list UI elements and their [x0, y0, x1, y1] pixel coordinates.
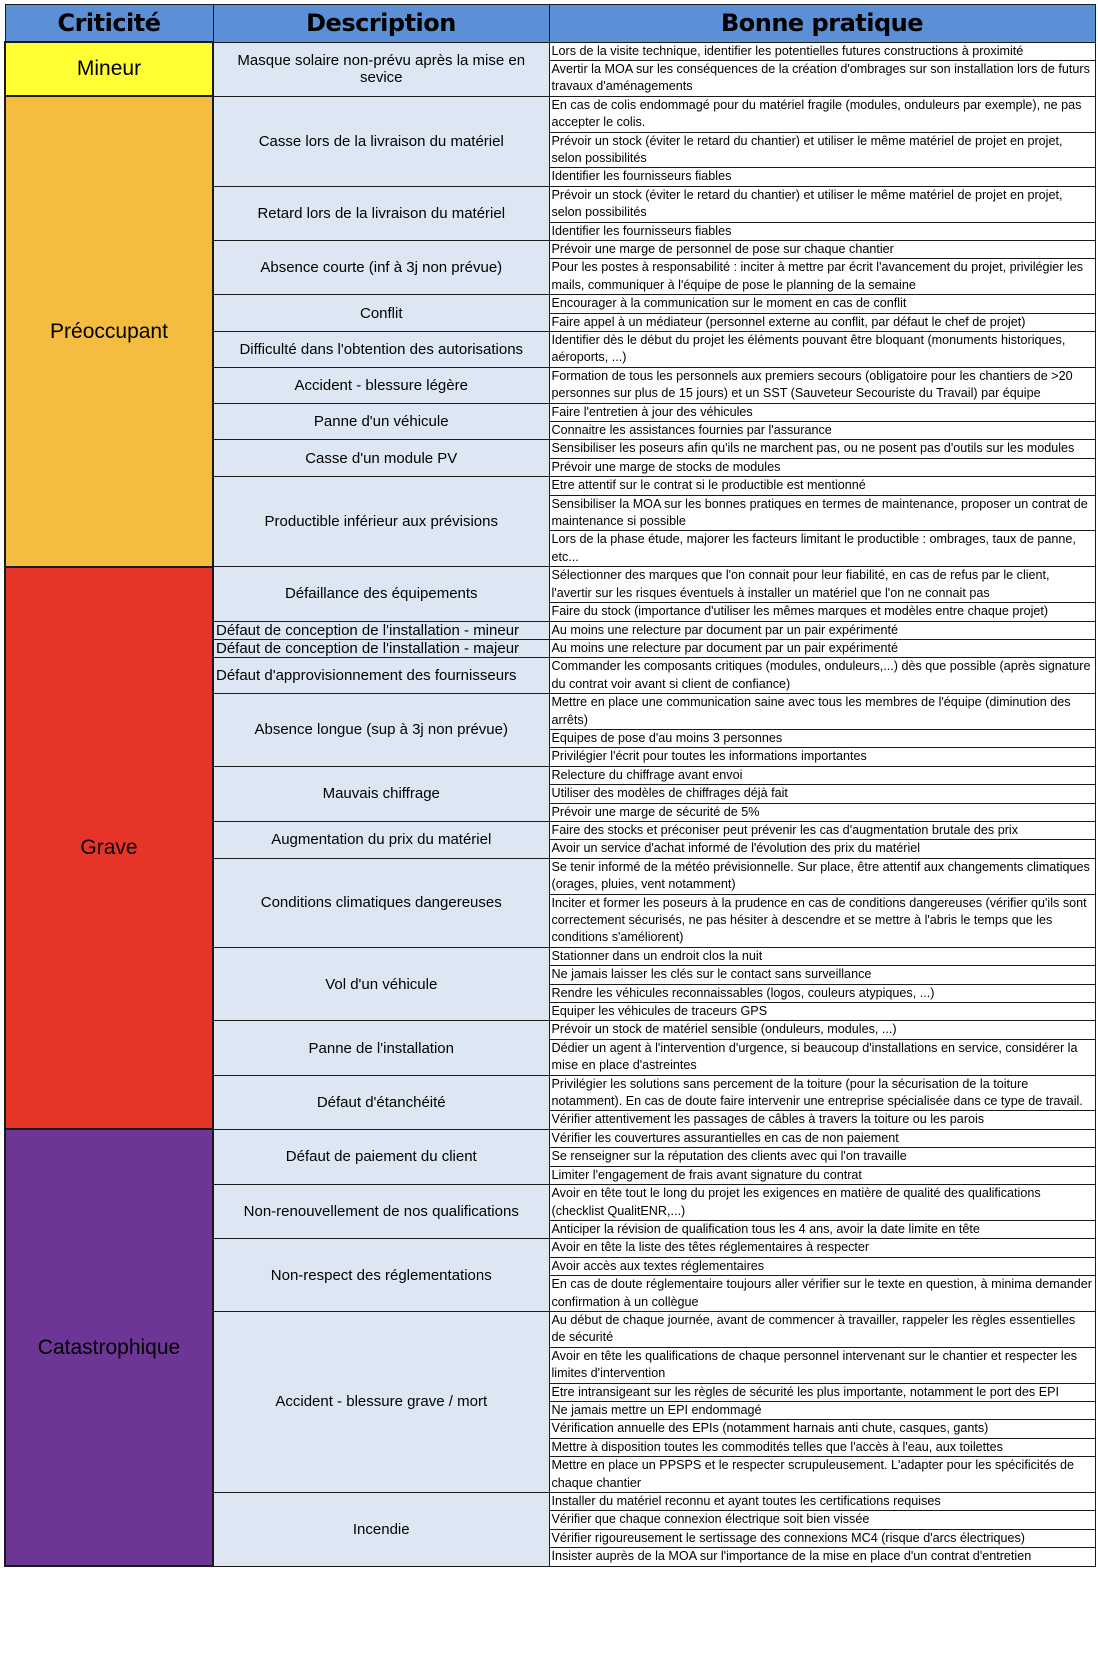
description-cell: Mauvais chiffrage	[213, 766, 549, 821]
practice-cell: Connaitre les assistances fournies par l'assurance	[549, 422, 1095, 440]
table-body	[5, 42, 1095, 1566]
description-cell: Difficulté dans l'obtention des autorisations	[213, 332, 549, 368]
practice-cell: Etre intransigeant sur les règles de sécurité les plus importante, notamment le port des EPI	[549, 1383, 1095, 1401]
description-cell: Panne d'un véhicule	[213, 403, 549, 440]
practice-cell: Sensibiliser la MOA sur les bonnes pratiques en termes de maintenance, proposer un contrat de maintenance si possible	[549, 495, 1095, 531]
practice-cell: Prévoir un stock (éviter le retard du chantier) et utiliser le même matériel de projet en projet, selon possibilités	[549, 132, 1095, 168]
description-cell: Incendie	[213, 1493, 549, 1567]
practice-cell: Prévoir un stock de matériel sensible (onduleurs, modules, ...)	[549, 1021, 1095, 1039]
practice-cell: Prévoir une marge de stocks de modules	[549, 458, 1095, 476]
practice-cell: Avoir accès aux textes réglementaires	[549, 1257, 1095, 1275]
table-row	[5, 96, 1095, 132]
description-cell: Défaut d'approvisionnement des fournisseurs	[213, 658, 549, 694]
practice-cell: En cas de doute réglementaire toujours aller vérifier sur le texte en question, à minima demander confirmation à un collègue	[549, 1276, 1095, 1312]
description-cell: Vol d'un véhicule	[213, 947, 549, 1021]
description-cell: Absence longue (sup à 3j non prévue)	[213, 694, 549, 767]
description-cell: Conditions climatiques dangereuses	[213, 858, 549, 947]
practice-cell: Insister auprès de la MOA sur l'importance de la mise en place d'un contrat d'entretien	[549, 1548, 1095, 1566]
practice-cell: Avoir en tête la liste des têtes réglementaires à respecter	[549, 1239, 1095, 1257]
risk-table-container	[4, 4, 1094, 1567]
criticality-cell-preoccupant: Préoccupant	[5, 96, 213, 567]
practice-cell: Stationner dans un endroit clos la nuit	[549, 947, 1095, 965]
description-cell: Non-renouvellement de nos qualifications	[213, 1185, 549, 1239]
practice-cell: Prévoir un stock (éviter le retard du chantier) et utiliser le même matériel de projet en projet, selon possibilités	[549, 186, 1095, 222]
table-row	[5, 42, 1095, 60]
header-bonne-pratique: Bonne pratique	[549, 5, 1095, 43]
practice-cell: Faire du stock (importance d'utiliser les mêmes marques et modèles entre chaque projet)	[549, 603, 1095, 621]
practice-cell: Privilégier les solutions sans percement de la toiture (pour la sécurisation de la toiture notamment). En cas de doute faire intervenir une entreprise spécialisée dans ce type de travail.	[549, 1075, 1095, 1111]
description-cell: Conflit	[213, 295, 549, 332]
practice-cell: Inciter et former les poseurs à la prudence en cas de conditions dangereuses (vérifier qu'ils sont correctement sécurisés, ne pas hésiter à descendre et se mettre à l'abris le temps que les conditions s'améliorent)	[549, 894, 1095, 947]
practice-cell: Avertir la MOA sur les conséquences de la création d'ombrages sur son installation lors de futurs travaux d'aménagements	[549, 60, 1095, 96]
practice-cell: Anticiper la révision de qualification tous les 4 ans, avoir la date limite en tête	[549, 1220, 1095, 1238]
description-cell: Accident - blessure grave / mort	[213, 1311, 549, 1492]
practice-cell: Faire l'entretien à jour des véhicules	[549, 403, 1095, 421]
description-cell: Défaut de paiement du client	[213, 1129, 549, 1184]
practice-cell: Se tenir informé de la météo prévisionnelle. Sur place, être attentif aux changements climatiques (orages, pluies, vent notamment)	[549, 858, 1095, 894]
criticality-cell-grave: Grave	[5, 567, 213, 1130]
practice-cell: Se renseigner sur la réputation des clients avec qui l'on travaille	[549, 1148, 1095, 1166]
practice-cell: Equiper les véhicules de traceurs GPS	[549, 1003, 1095, 1021]
practice-cell: Avoir un service d'achat informé de l'évolution des prix du matériel	[549, 840, 1095, 858]
practice-cell: Installer du matériel reconnu et ayant toutes les certifications requises	[549, 1493, 1095, 1511]
practice-cell: Avoir en tête les qualifications de chaque personnel intervenant sur le chantier et respecter les limites d'intervention	[549, 1347, 1095, 1383]
practice-cell: Mettre en place une communication saine avec tous les membres de l'équipe (diminution des arrêts)	[549, 694, 1095, 730]
practice-cell: Prévoir une marge de sécurité de 5%	[549, 803, 1095, 821]
practice-cell: Sensibiliser les poseurs afin qu'ils ne marchent pas, ou ne posent pas d'outils sur les modules	[549, 440, 1095, 458]
practice-cell: Utiliser des modèles de chiffrages déjà fait	[549, 785, 1095, 803]
description-cell: Casse lors de la livraison du matériel	[213, 96, 549, 186]
practice-cell: Commander les composants critiques (modules, onduleurs,...) dès que possible (après signature du contrat voir avant si client de confiance)	[549, 658, 1095, 694]
practice-cell: Identifier dès le début du projet les éléments pouvant être bloquant (monuments historiques, aéroports, ...)	[549, 332, 1095, 368]
practice-cell: Etre attentif sur le contrat si le productible est mentionné	[549, 477, 1095, 495]
header-description: Description	[213, 5, 549, 43]
practice-cell: Pour les postes à responsabilité : inciter à mettre par écrit l'avancement du projet, privilégier les mails, communiquer à l'équipe de pose le planning de la semaine	[549, 259, 1095, 295]
practice-cell: Mettre à disposition toutes les commodités telles que l'accès à l'eau, aux toilettes	[549, 1438, 1095, 1456]
description-cell: Retard lors de la livraison du matériel	[213, 186, 549, 240]
description-cell: Défaut de conception de l'installation - mineur	[213, 621, 549, 639]
practice-cell: Prévoir une marge de personnel de pose sur chaque chantier	[549, 240, 1095, 258]
practice-cell: Faire des stocks et préconiser peut prévenir les cas d'augmentation brutale des prix	[549, 821, 1095, 839]
practice-cell: Privilégier l'écrit pour toutes les informations importantes	[549, 748, 1095, 766]
description-cell: Défaut d'étanchéité	[213, 1075, 549, 1129]
criticality-cell-mineur: Mineur	[5, 42, 213, 96]
practice-cell: Equipes de pose d'au moins 3 personnes	[549, 729, 1095, 747]
description-cell: Défaillance des équipements	[213, 567, 549, 621]
practice-cell: En cas de colis endommagé pour du matériel fragile (modules, onduleurs par exemple), ne pas accepter le colis.	[549, 96, 1095, 132]
practice-cell: Vérifier rigoureusement le sertissage des connexions MC4 (risque d'arcs électriques)	[549, 1529, 1095, 1547]
practice-cell: Relecture du chiffrage avant envoi	[549, 766, 1095, 784]
description-cell: Augmentation du prix du matériel	[213, 821, 549, 858]
description-cell: Productible inférieur aux prévisions	[213, 477, 549, 567]
criticality-cell-catastrophique: Catastrophique	[5, 1129, 213, 1566]
description-cell: Panne de l'installation	[213, 1021, 549, 1075]
table-row	[5, 567, 1095, 603]
description-cell: Non-respect des réglementations	[213, 1239, 549, 1312]
practice-cell: Au début de chaque journée, avant de commencer à travailler, rappeler les règles essentielles de sécurité	[549, 1311, 1095, 1347]
practice-cell: Au moins une relecture par document par un pair expérimenté	[549, 639, 1095, 657]
practice-cell: Limiter l'engagement de frais avant signature du contrat	[549, 1166, 1095, 1184]
description-cell: Accident - blessure légère	[213, 367, 549, 403]
practice-cell: Au moins une relecture par document par un pair expérimenté	[549, 621, 1095, 639]
description-cell: Absence courte (inf à 3j non prévue)	[213, 240, 549, 294]
practice-cell: Identifier les fournisseurs fiables	[549, 222, 1095, 240]
practice-cell: Vérifier les couvertures assurantielles en cas de non paiement	[549, 1129, 1095, 1147]
practice-cell: Vérification annuelle des EPIs (notamment harnais anti chute, casques, gants)	[549, 1420, 1095, 1438]
header-criticite: Criticité	[5, 5, 213, 43]
practice-cell: Identifier les fournisseurs fiables	[549, 168, 1095, 186]
table-row	[5, 1129, 1095, 1147]
practice-cell: Rendre les véhicules reconnaissables (logos, couleurs atypiques, ...)	[549, 984, 1095, 1002]
practice-cell: Avoir en tête tout le long du projet les exigences en matière de qualité des qualifications (checklist QualitENR,...)	[549, 1185, 1095, 1221]
practice-cell: Vérifier attentivement les passages de câbles à travers la toiture ou les parois	[549, 1111, 1095, 1129]
practice-cell: Vérifier que chaque connexion électrique soit bien vissée	[549, 1511, 1095, 1529]
description-cell: Casse d'un module PV	[213, 440, 549, 477]
description-cell: Défaut de conception de l'installation - majeur	[213, 639, 549, 657]
practice-cell: Faire appel à un médiateur (personnel externe au conflit, par défaut le chef de projet)	[549, 313, 1095, 331]
practice-cell: Dédier un agent à l'intervention d'urgence, si beaucoup d'installations en service, considérer la mise en place d'astreintes	[549, 1039, 1095, 1075]
practice-cell: Formation de tous les personnels aux premiers secours (obligatoire pour les chantiers de >20 personnes sur plus de 15 jours) et un SST (Sauveteur Secouriste du Travail) par équipe	[549, 367, 1095, 403]
description-cell: Masque solaire non-prévu après la mise en sevice	[213, 42, 549, 96]
practice-cell: Lors de la phase étude, majorer les facteurs limitant le productible : ombrages, taux de panne, etc...	[549, 531, 1095, 567]
header-row	[5, 5, 1095, 43]
practice-cell: Mettre en place un PPSPS et le respecter scrupuleusement. L'adapter pour les spécificités de chaque chantier	[549, 1457, 1095, 1493]
practice-cell: Encourager à la communication sur le moment en cas de conflit	[549, 295, 1095, 313]
risk-table	[4, 4, 1096, 1567]
practice-cell: Ne jamais mettre un EPI endommagé	[549, 1401, 1095, 1419]
practice-cell: Ne jamais laisser les clés sur le contact sans surveillance	[549, 966, 1095, 984]
practice-cell: Sélectionner des marques que l'on connait pour leur fiabilité, en cas de refus par le client, l'avertir sur les risques éventuels à installer un matériel que l'on ne connait pas	[549, 567, 1095, 603]
table-header	[5, 5, 1095, 43]
practice-cell: Lors de la visite technique, identifier les potentielles futures constructions à proximité	[549, 42, 1095, 60]
